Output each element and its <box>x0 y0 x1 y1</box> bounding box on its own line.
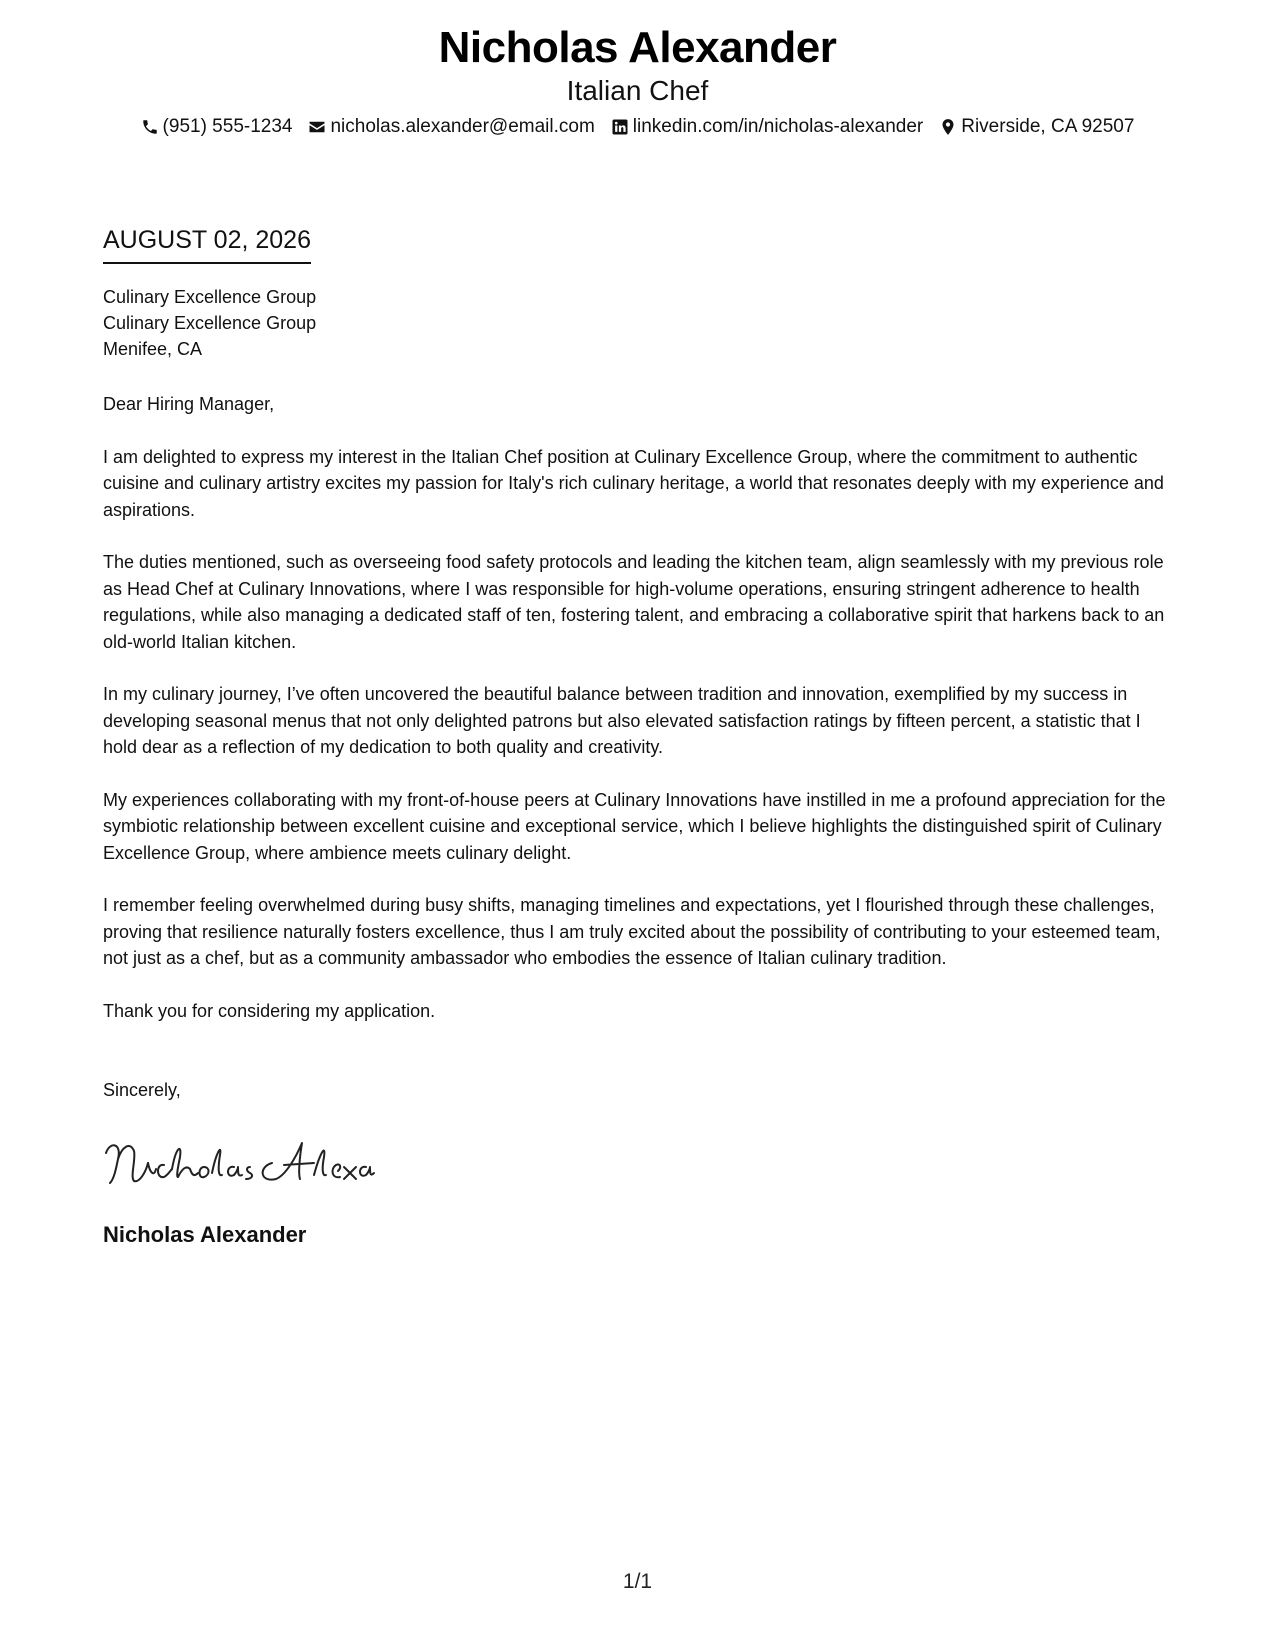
page-number: 1/1 <box>622 1570 653 1593</box>
recipient-line: Menifee, CA <box>103 339 203 359</box>
handwritten-signature <box>100 1133 380 1193</box>
letter-body <box>103 391 1178 1050</box>
body-paragraph: My experiences collaborating with my front-of-house peers at Culinary Innovations have instilled in me a profound appreciation for the symbiotic relationship between excellent cuisine and exceptional service, which I believe highlights the distinguished spirit of Culinary Excellence Group, where ambience meets culinary delight. <box>103 789 1166 863</box>
location-text: Riverside, CA 92507 <box>961 116 1135 137</box>
recipient-line: Culinary Excellence Group <box>103 287 317 307</box>
applicant-role: Italian Chef <box>566 75 709 106</box>
body-paragraph: I am delighted to express my interest in the Italian Chef position at Culinary Excellence Group, where the commitment to authentic cuisine and culinary artistry excites my passion for Italy's rich culinary heritage, a world that resonates deeply with my experience and aspirations. <box>103 446 1164 520</box>
contact-linkedin <box>611 114 923 140</box>
recipient-address <box>103 284 316 362</box>
body-paragraph: In my culinary journey, I’ve often uncovered the beautiful balance between tradition and innovation, exemplified by my success in developing seasonal menus that not only delighted patrons but also elevated satisfaction ratings by fifteen percent, a statistic that I hold dear as a reflection of my dedication to both quality and creativity. <box>103 684 1141 757</box>
email-text: nicholas.alexander@email.com <box>330 116 595 137</box>
phone-text: (951) 555-1234 <box>162 116 293 137</box>
recipient-line: Culinary Excellence Group <box>103 313 317 333</box>
letter-date-block <box>103 224 311 264</box>
body-paragraph: Thank you for considering my application. <box>103 1000 436 1021</box>
contact-bar <box>0 114 1275 140</box>
contact-location <box>939 114 1134 140</box>
letter-header <box>0 22 1275 140</box>
signer-name: Nicholas Alexander <box>103 1222 307 1247</box>
salutation: Dear Hiring Manager, <box>103 394 275 414</box>
letter-date: AUGUST 02, 2026 <box>103 224 311 264</box>
phone-icon <box>141 118 159 136</box>
body-paragraph: The duties mentioned, such as overseeing food safety protocols and leading the kitchen team, align seamlessly with my previous role as Head Chef at Culinary Innovations, where I was responsible for high-volume operations, ensuring stringent adherence to health regulations, while also managing a dedicated staff of ten, fostering talent, and embracing a collaborative spirit that harkens back to an old-world Italian kitchen. <box>103 552 1165 652</box>
body-paragraph: I remember feeling overwhelmed during busy shifts, managing timelines and expectations, yet I flourished through these challenges, proving that resilience naturally fosters excellence, thus I am truly excited about the possibility of contributing to your esteemed team, not just as a chef, but as a community ambassador who embodies the essence of Italian culinary tradition. <box>103 895 1161 968</box>
envelope-icon <box>308 118 326 136</box>
linkedin-icon <box>611 118 629 136</box>
contact-phone <box>141 114 293 140</box>
closing: Sincerely, <box>103 1080 181 1100</box>
contact-email <box>308 114 594 140</box>
map-pin-icon <box>939 118 957 136</box>
linkedin-text: linkedin.com/in/nicholas-alexander <box>632 116 924 137</box>
applicant-name: Nicholas Alexander <box>438 23 837 72</box>
